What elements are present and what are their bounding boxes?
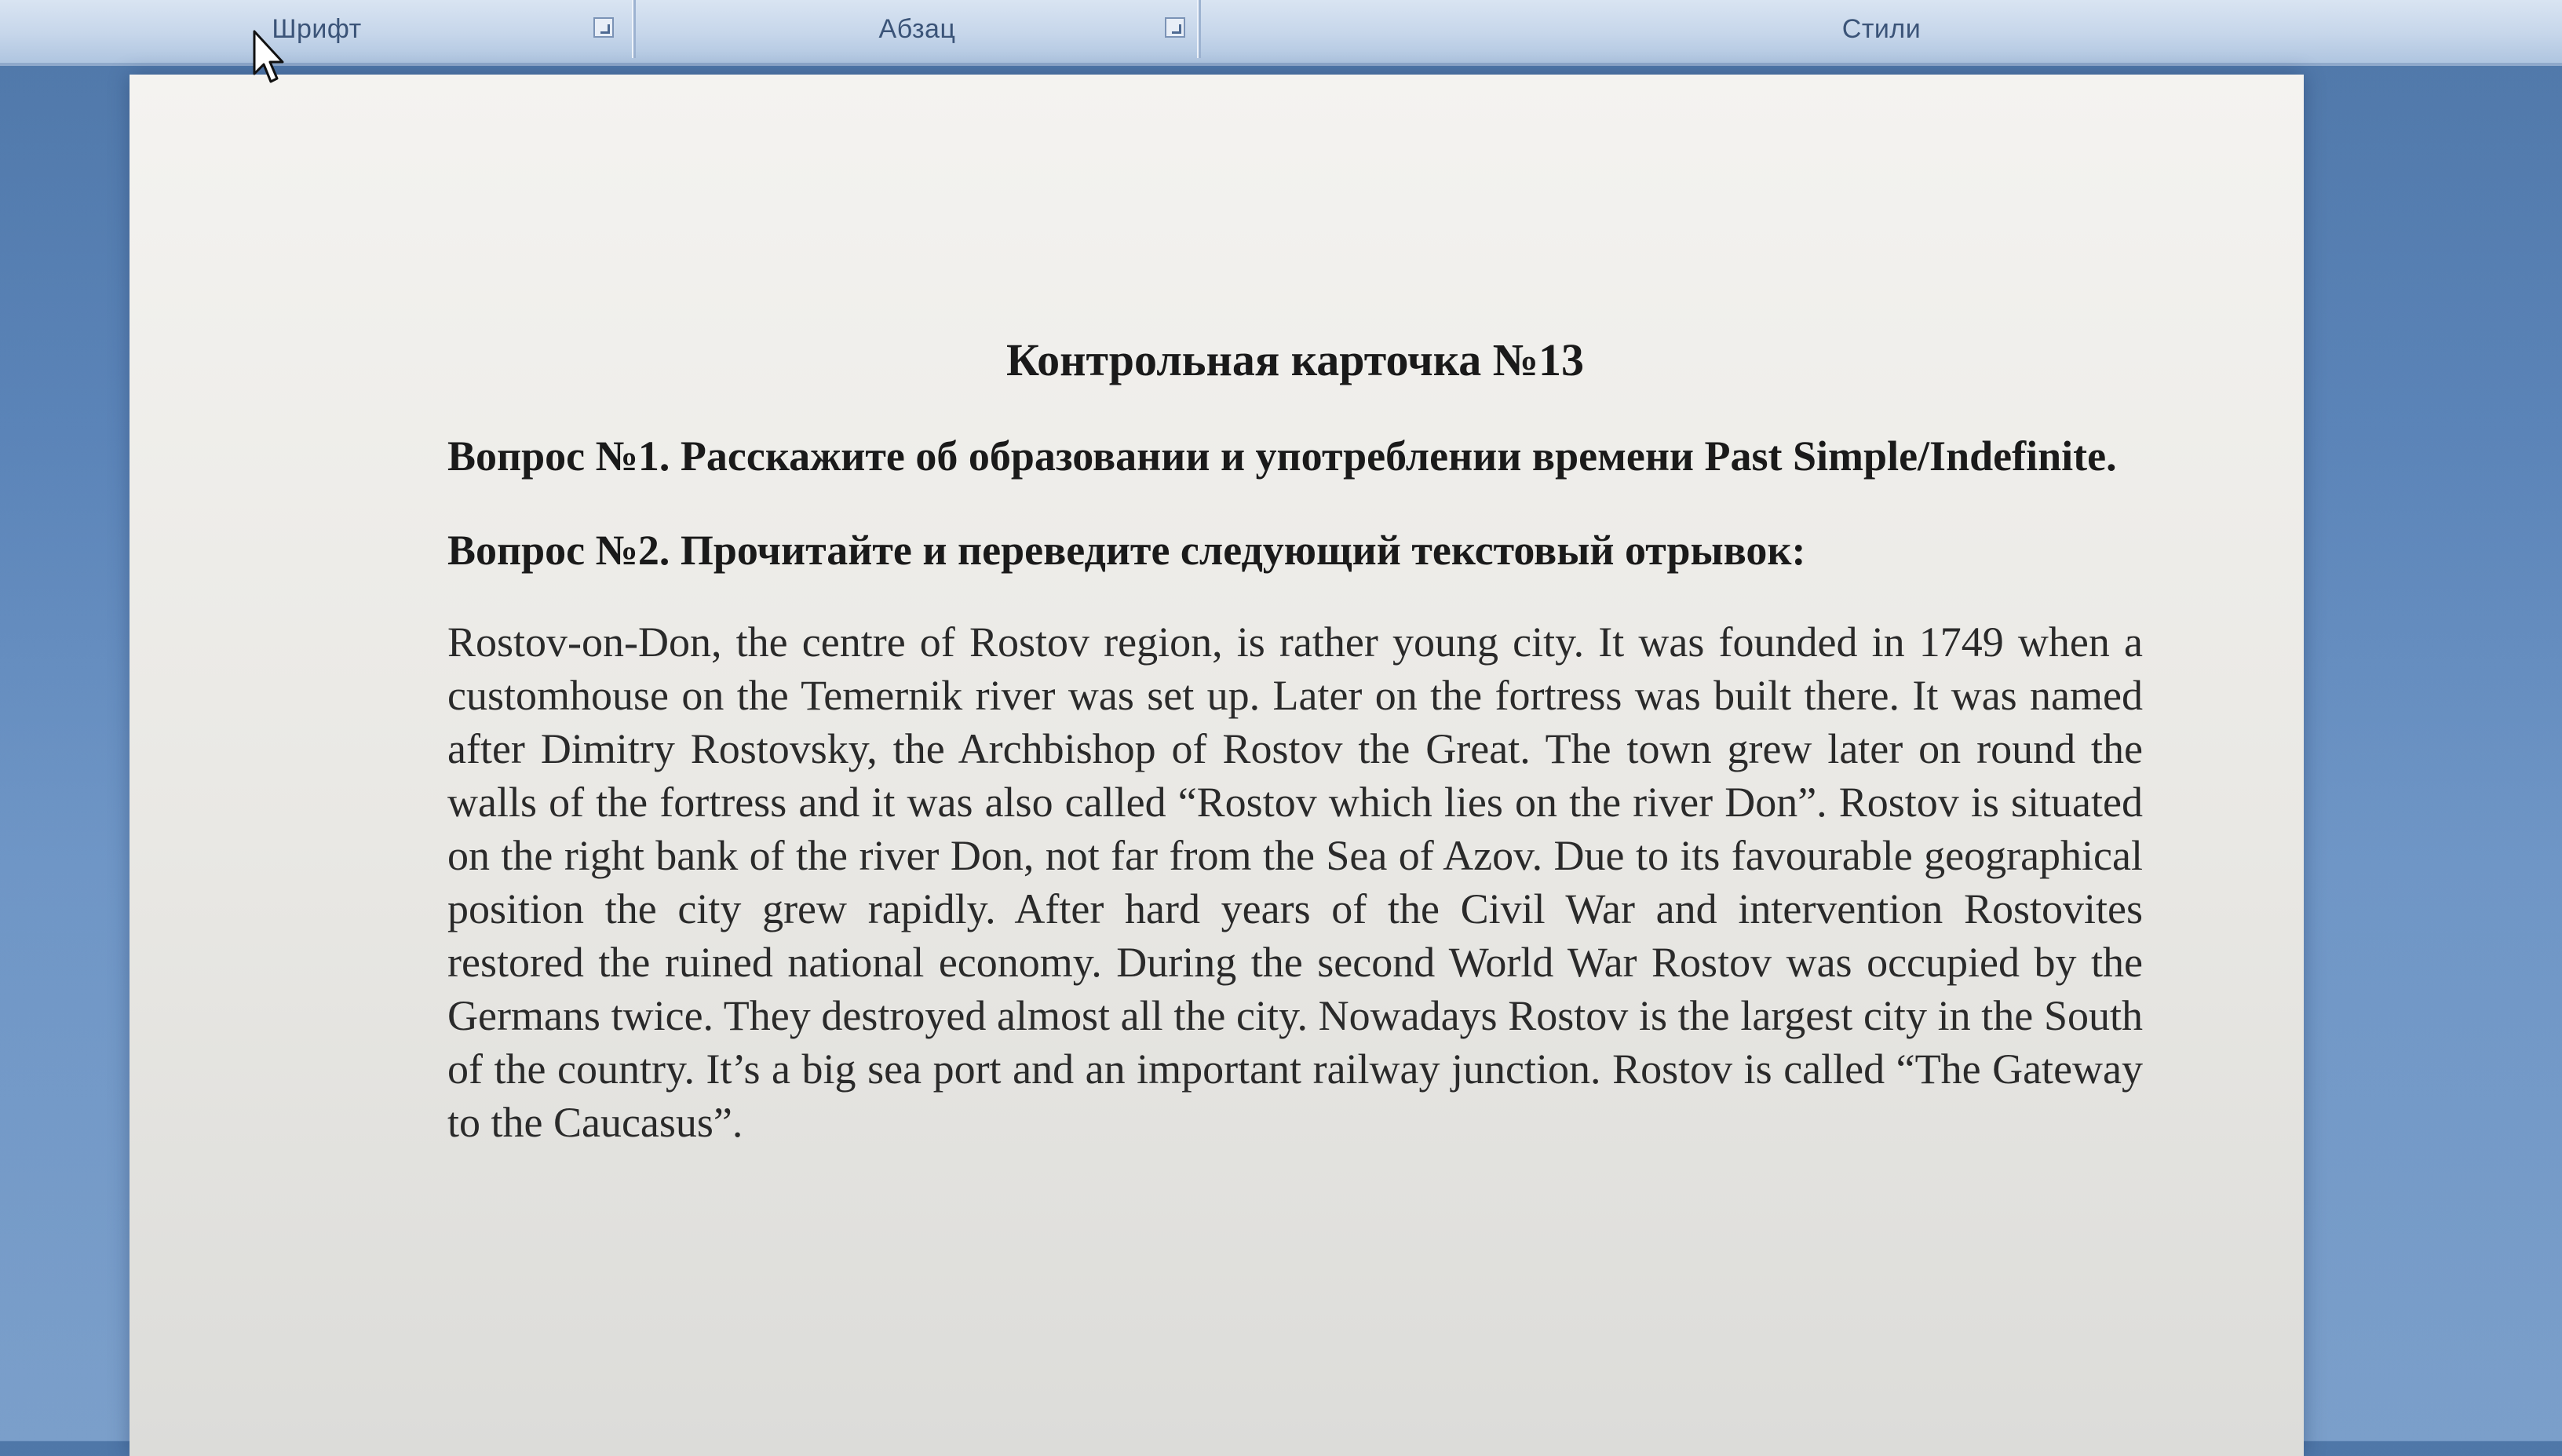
paragraph-group-label: Абзац — [878, 13, 956, 44]
ribbon-group-styles — [1201, 0, 2562, 58]
question-2: Вопрос №2. Прочитайте и переведите следующий текстовый отрывок: — [447, 527, 1806, 574]
mouse-pointer-icon — [253, 30, 284, 85]
ribbon-group-font — [0, 0, 636, 58]
ribbon-group-paragraph — [636, 0, 1201, 58]
document-title: Контрольная карточка №13 — [1005, 334, 1585, 385]
ribbon-group-labels — [0, 0, 2562, 66]
document-page[interactable] — [130, 75, 2304, 1456]
styles-group-label: Стили — [1841, 13, 1922, 44]
document-body — [447, 334, 2143, 1149]
paragraph-dialog-launcher-icon[interactable] — [1165, 17, 1185, 38]
font-dialog-launcher-icon[interactable] — [593, 17, 614, 38]
question-1: Вопрос №1. Расскажите об образовании и употреблении времени Past Simple/Indefinite. — [447, 432, 2117, 480]
font-group-label: Шрифт — [272, 13, 362, 44]
reading-passage: Rostov-on-Don, the centre of Rostov region, is rather young city. It was founded in 1749 when a customhouse on the Temernik river was set up. Later on the fortress was built there. It was named after Dimitry Rostovsky, the Archbishop of Rostov the Great. The town grew later on round the walls of the fortress and it was also called “Rostov which lies on the river Don”. Rostov is situated on the right bank of the river Don, not far from the Sea of Azov. Due to its favourable geographical position the city grew rapidly. After hard years of the Civil War and intervention Rostovites restored the ruined national economy. During the second World War Rostov was occupied by the Germans twice. They destroyed almost all the city. Nowadays Rostov is the largest city in the South of the country. It’s a big sea port and an important railway junction. Rostov is called “The Gateway to the Caucasus”. — [447, 619, 2143, 1146]
